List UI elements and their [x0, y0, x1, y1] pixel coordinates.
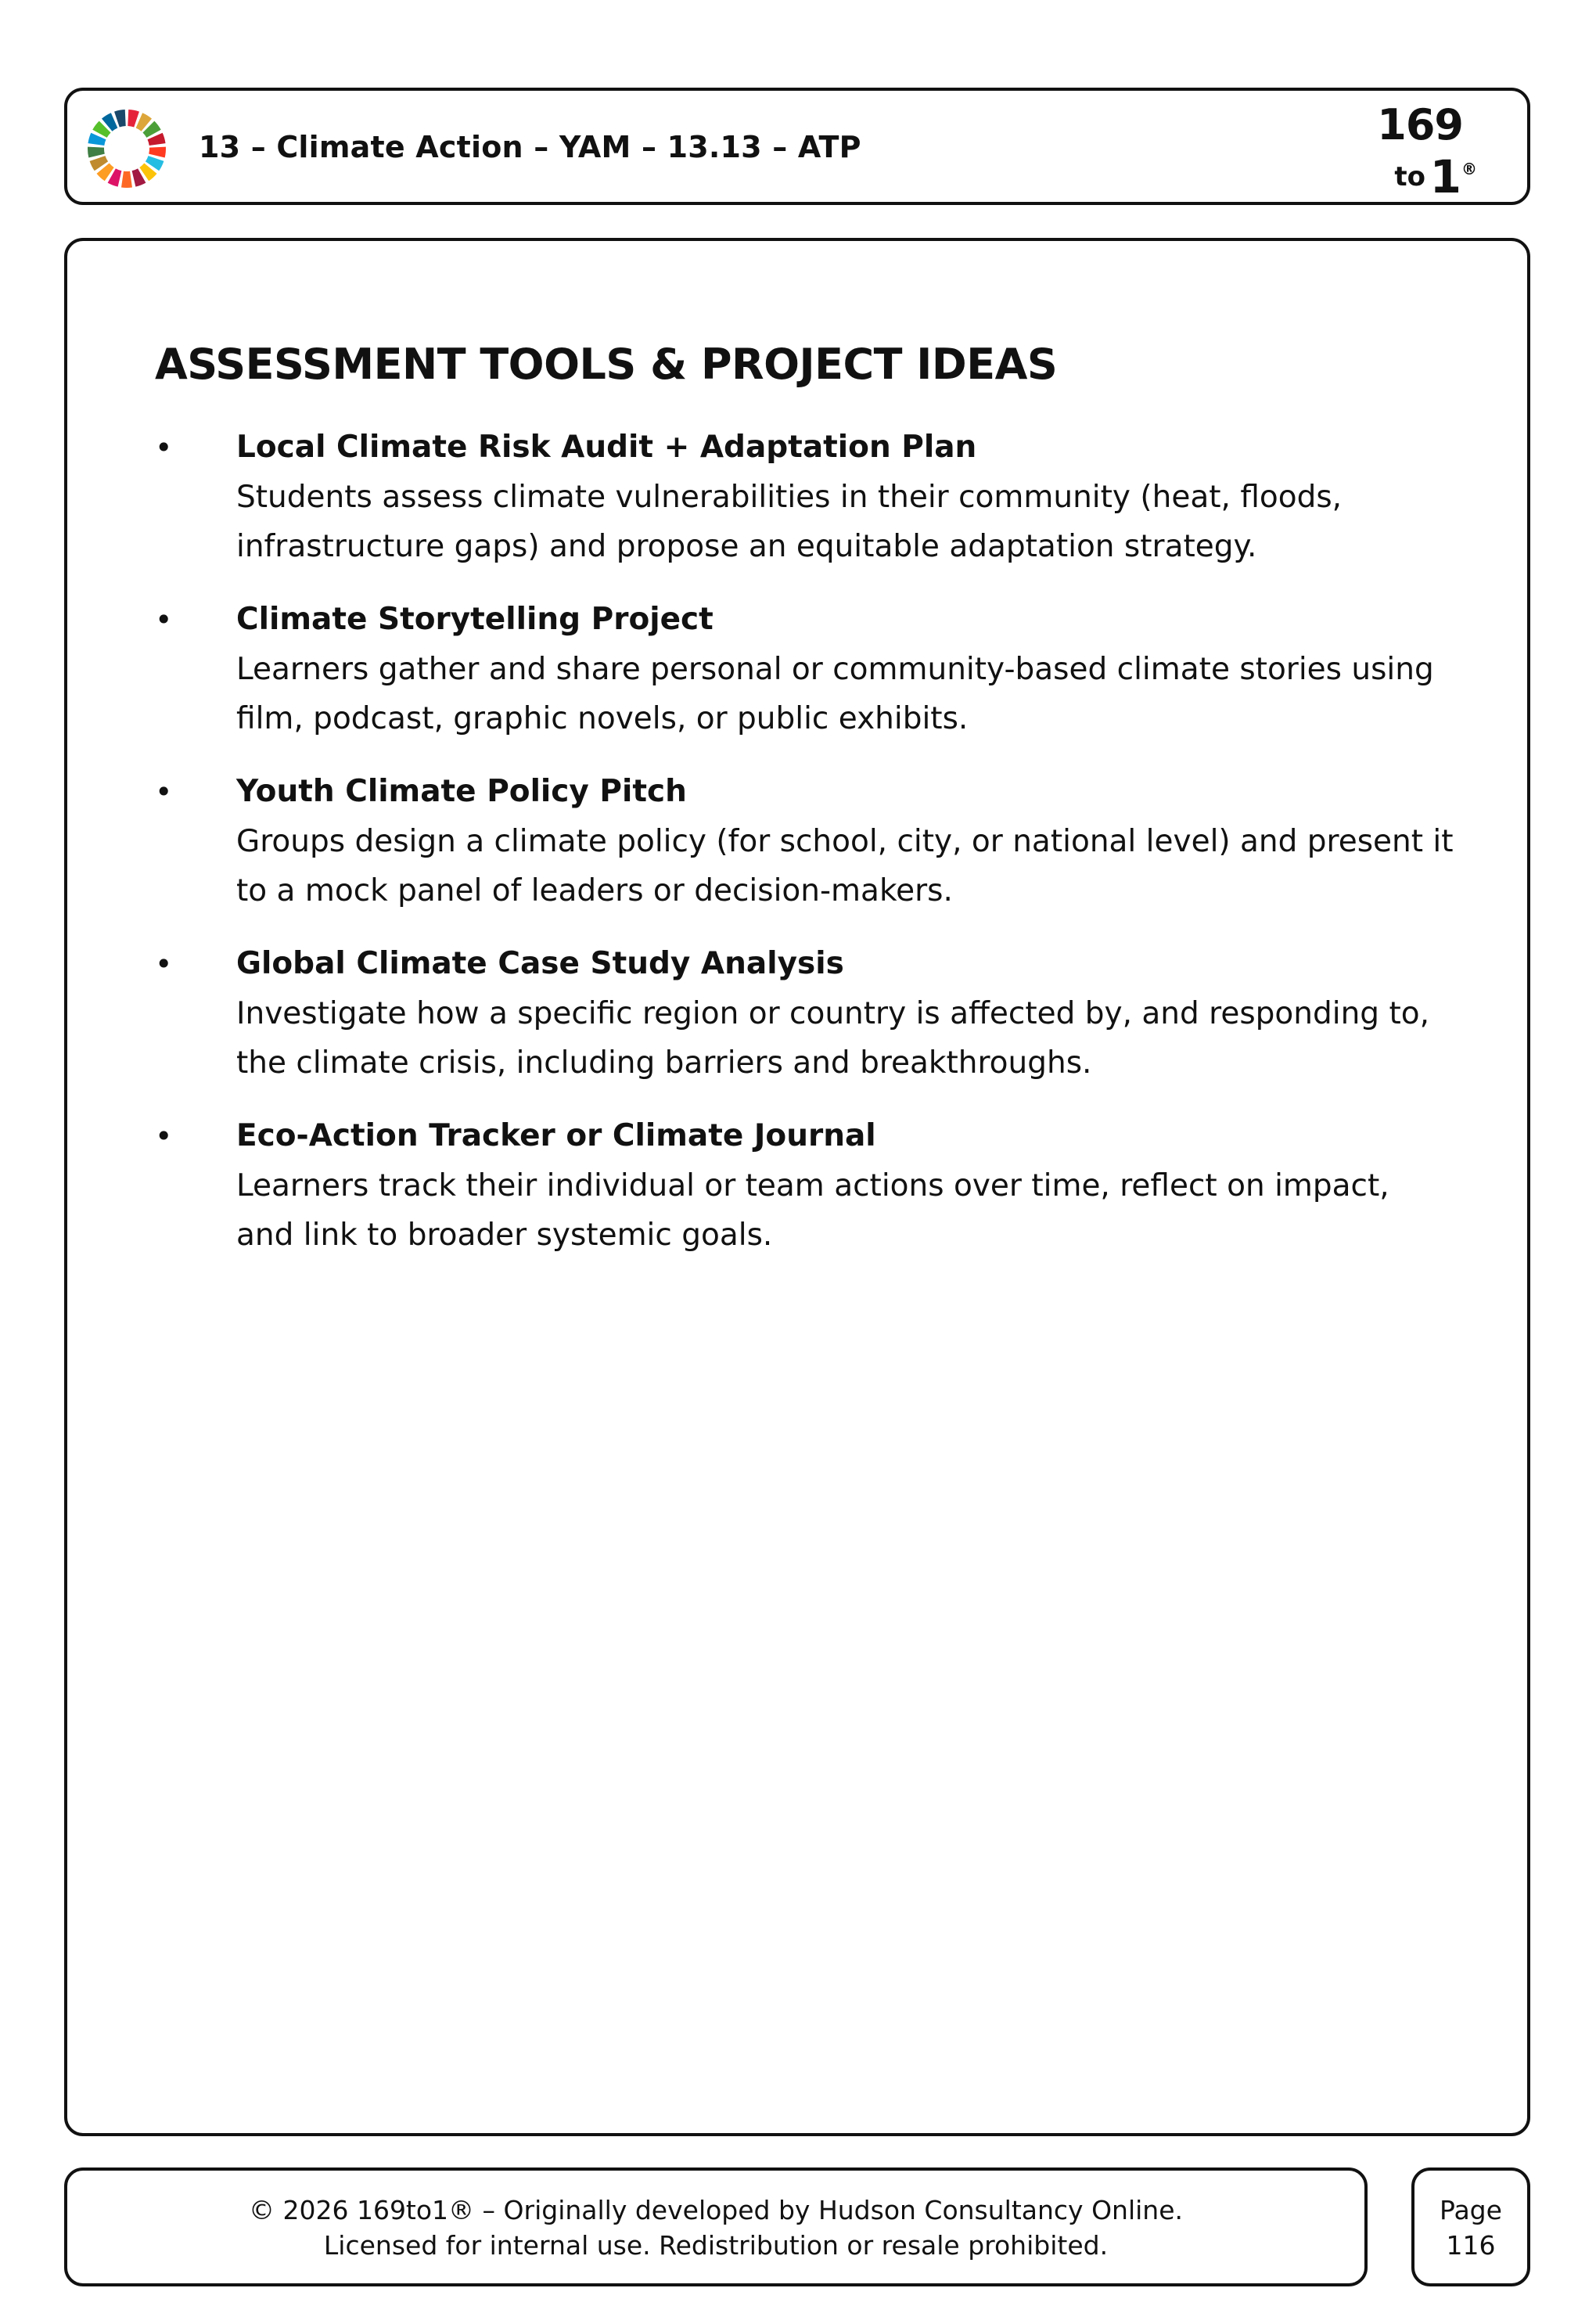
- list-item-title: Youth Climate Policy Pitch: [236, 774, 687, 809]
- page-number-box: [1411, 2167, 1530, 2286]
- bullet: •: [155, 603, 173, 637]
- sdg-wheel-icon: [86, 108, 167, 189]
- list-item-description: Learners gather and share personal or community-based climate stories using film, podcast, graphic novels, or public exhibits.: [236, 652, 1434, 736]
- license-text: Licensed for internal use. Redistribution or resale prohibited.: [323, 2230, 1109, 2261]
- copyright-footer: [64, 2167, 1368, 2286]
- header-title: 13 – Climate Action – YAM – 13.13 – ATP: [199, 130, 861, 164]
- sdg-wheel-segment: [121, 171, 132, 188]
- brand-number: 169: [1377, 100, 1463, 149]
- content-panel: [64, 238, 1530, 2136]
- sdg-wheel-segment: [88, 147, 105, 158]
- list-item: [155, 939, 1454, 1088]
- list-item-description: Groups design a climate policy (for school, city, or national level) and present it to a mock panel of leaders or decision-makers.: [236, 824, 1454, 908]
- sdg-wheel-segment: [149, 147, 166, 158]
- page-number: 116: [1446, 2230, 1496, 2261]
- brand-logo: [1363, 94, 1480, 203]
- brand-one: 1: [1429, 150, 1461, 203]
- bullet: •: [155, 947, 173, 981]
- copyright-text: © 2026 169to1® – Originally developed by Hudson Consultancy Online.: [248, 2195, 1184, 2225]
- project-ideas-list: [155, 423, 1454, 1283]
- bullet: •: [155, 775, 173, 809]
- brand-registered-mark: ®: [1461, 160, 1477, 178]
- list-item-title: Climate Storytelling Project: [236, 602, 714, 637]
- list-item: [155, 595, 1454, 743]
- list-item: [155, 1111, 1454, 1260]
- list-item-description: Learners track their individual or team actions over time, reflect on impact, and link to broader systemic goals.: [236, 1168, 1389, 1253]
- list-item-title: Global Climate Case Study Analysis: [236, 946, 844, 981]
- list-item: [155, 423, 1454, 571]
- page-header: [64, 88, 1530, 205]
- list-item-title: Local Climate Risk Audit + Adaptation Plan: [236, 430, 977, 465]
- list-item-description: Investigate how a specific region or country is affected by, and responding to, the climate crisis, including barriers and breakthroughs.: [236, 996, 1429, 1081]
- list-item-title: Eco-Action Tracker or Climate Journal: [236, 1118, 876, 1153]
- bullet: •: [155, 430, 173, 465]
- brand-to: to: [1394, 161, 1425, 192]
- bullet: •: [155, 1119, 173, 1153]
- list-item-description: Students assess climate vulnerabilities in their community (heat, floods, infrastructure gaps) and propose an equitable adaptation strategy.: [236, 480, 1343, 564]
- section-heading: ASSESSMENT TOOLS & PROJECT IDEAS: [155, 340, 1058, 389]
- list-item: [155, 767, 1454, 916]
- page-label: Page: [1440, 2195, 1502, 2225]
